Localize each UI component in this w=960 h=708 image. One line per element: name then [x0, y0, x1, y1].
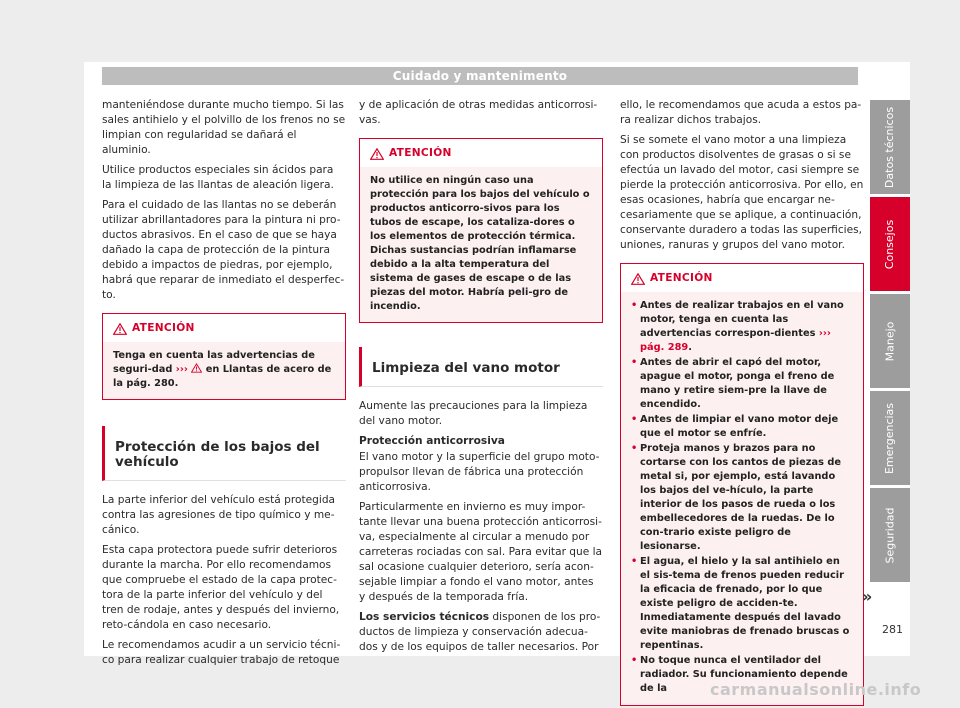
warning-title: ATENCIÓN — [132, 322, 195, 334]
paragraph: La parte inferior del vehículo está protegida contra las agresiones de tipo químico y me-cánico. — [102, 494, 336, 536]
warning-triangle-icon — [191, 363, 202, 373]
side-tab-bar — [870, 100, 910, 585]
warning-item: • Proteja manos y brazos para no cortarse con los cantos de piezas de metal si, por ejemplo, está lavando los bajos del ve-hículo, la parte interior de los pasos de rueda o los embellecedores de la ruedas. De lo con-trario existe peligro de lesionarse. — [631, 442, 853, 554]
tab-seguridad[interactable] — [870, 488, 910, 582]
tab-label: Emergencias — [883, 402, 897, 474]
paragraph: Aumente las precauciones para la limpieza del vano motor. — [359, 400, 588, 427]
warning-item-text: Antes de realizar trabajos en el vano motor, tenga en cuenta las advertencias correspon-dientes — [640, 300, 844, 339]
section-title: Limpieza del vano motor — [359, 347, 603, 387]
bold-phrase: Los servicios técnicos — [359, 611, 490, 623]
warning-item: • No toque nunca el ventilador del radiador. Su funcionamiento depende de la — [631, 654, 853, 696]
warning-body — [621, 292, 863, 705]
reference-arrows[interactable]: ››› — [175, 364, 188, 375]
tab-label: Manejo — [883, 321, 897, 361]
paragraph: Le recomendamos acudir a un servicio técni-co para realizar cualquier trabajo de retoque — [102, 639, 341, 666]
warning-text: Tenga en cuenta las advertencias de seguri-dad — [113, 350, 315, 375]
tab-manejo[interactable] — [870, 294, 910, 388]
warning-body: No utilice en ningún caso una protección para los bajos del vehículo o productos anticorro-sivos para los tubos de escape, los cataliza-dores o los elementos de protección térmica. Dichas sustancias podrían inflamarse debido a la alta temperatura del sistema de gases de escape o de las piezas del motor. Habría peli-gro de incendio. — [370, 175, 590, 312]
warning-item: • Antes de abrir el capó del motor, apague el motor, ponga el freno de mano y retire siem-pre la llave de encendido. — [631, 356, 853, 412]
page-number: 281 — [882, 623, 903, 636]
warning-box — [359, 138, 603, 323]
page-header: Cuidado y mantenimento — [102, 67, 858, 85]
warning-triangle-icon — [113, 323, 127, 335]
tab-datos-tecnicos[interactable] — [870, 100, 910, 194]
paragraph: manteniéndose durante mucho tiempo. Si las sales antihielo y el polvillo de los frenos no se limpian con regularidad se dañará el aluminio. — [102, 99, 346, 156]
paragraph: Esta capa protectora puede sufrir deterioros durante la marcha. Por ello recomendamos que compruebe el estado de la capa protec-tora de la parte inferior del vehículo y del tren de rodaje, antes y después del invierno, reto-cándola en caso necesario. — [102, 544, 340, 631]
watermark-logo: carmanualsonline.info — [710, 680, 922, 699]
paragraph: Particularmente en invierno es muy impor-tante llevar una buena protección anticorrosi-va, especialmente al circular a menudo por carreteras rociadas con sal. Para evitar que la sal ocasione cualquier deterioro, sería acon-sejable limpiar a fondo el vano motor, antes y después de la temporada fría. — [359, 501, 603, 603]
warning-header — [103, 314, 345, 342]
tab-emergencias[interactable] — [870, 391, 910, 485]
column-3 — [620, 98, 864, 706]
paragraph: El vano motor y la superficie del grupo moto-propulsor llevan de fábrica una protección anticorrosiva. — [359, 451, 600, 493]
warning-item: • Antes de limpiar el vano motor deje que el motor se enfríe. — [631, 413, 853, 441]
warning-box — [102, 313, 346, 400]
warning-item-text: . — [688, 342, 692, 353]
paragraph: Si se somete el vano motor a una limpieza con productos disolventes de grasas o si se efectúa un lavado del motor, casi siempre se pierde la protección anticorrosiva. Por ello, en esas ocasiones, habría que encargar ne-cesariamente que se aplique, a continuación, conservante duradero a todas las superficies, uniones, ranuras y grupos del vano motor. — [620, 134, 864, 251]
paragraph: Para el cuidado de las llantas no se deberán utilizar abrillantadores para la pintura ni pro-ductos abrasivos. En el caso de que se haya dañado la capa de protección de la pintura debido a impactos de piedras, por ejemplo, habrá que reparar de inmediato el desperfec-to. — [102, 199, 345, 301]
column-2 — [359, 98, 603, 660]
tab-consejos[interactable] — [870, 197, 910, 291]
warning-header — [360, 139, 602, 167]
continue-arrow-icon: » — [862, 587, 873, 606]
warning-item: • El agua, el hielo y la sal antihielo en el sis-tema de frenos pueden reducir la eficacia de frenado, por lo que existe peligro de acciden-te. Inmediatamente después del lavado evite maniobras de frenado bruscas o repentinas. — [631, 555, 853, 653]
tab-label: Consejos — [883, 219, 897, 269]
warning-header — [621, 264, 863, 292]
column-1 — [102, 98, 346, 673]
paragraph: y de aplicación de otras medidas anticorrosi-vas. — [359, 99, 598, 126]
warning-item — [631, 299, 853, 355]
warning-body — [103, 342, 345, 399]
warning-triangle-icon — [370, 148, 384, 160]
warning-box — [620, 263, 864, 706]
paragraph: Utilice productos especiales sin ácidos para la limpieza de las llantas de aleación ligera. — [102, 164, 334, 191]
tab-label: Seguridad — [883, 507, 897, 563]
warning-text: en Llantas de acero de la pág. 280. — [113, 364, 332, 389]
paragraph — [359, 610, 603, 655]
section-title: Protección de los bajos del vehículo — [102, 426, 346, 481]
tab-label: Datos técnicos — [883, 106, 897, 188]
subheading: Protección anticorrosiva — [359, 435, 505, 447]
paragraph-text: disponen de los pro-ductos de limpieza y conservación adecua-dos y de los equipos de taller necesarios. Por — [359, 611, 601, 653]
warning-triangle-icon — [631, 273, 645, 285]
warning-title: ATENCIÓN — [389, 147, 452, 159]
page-reference-link[interactable]: ››› pág. 289 — [640, 328, 831, 353]
paragraph: ello, le recomendamos que acuda a estos pa-ra realizar dichos trabajos. — [620, 99, 862, 126]
warning-title: ATENCIÓN — [650, 272, 713, 284]
